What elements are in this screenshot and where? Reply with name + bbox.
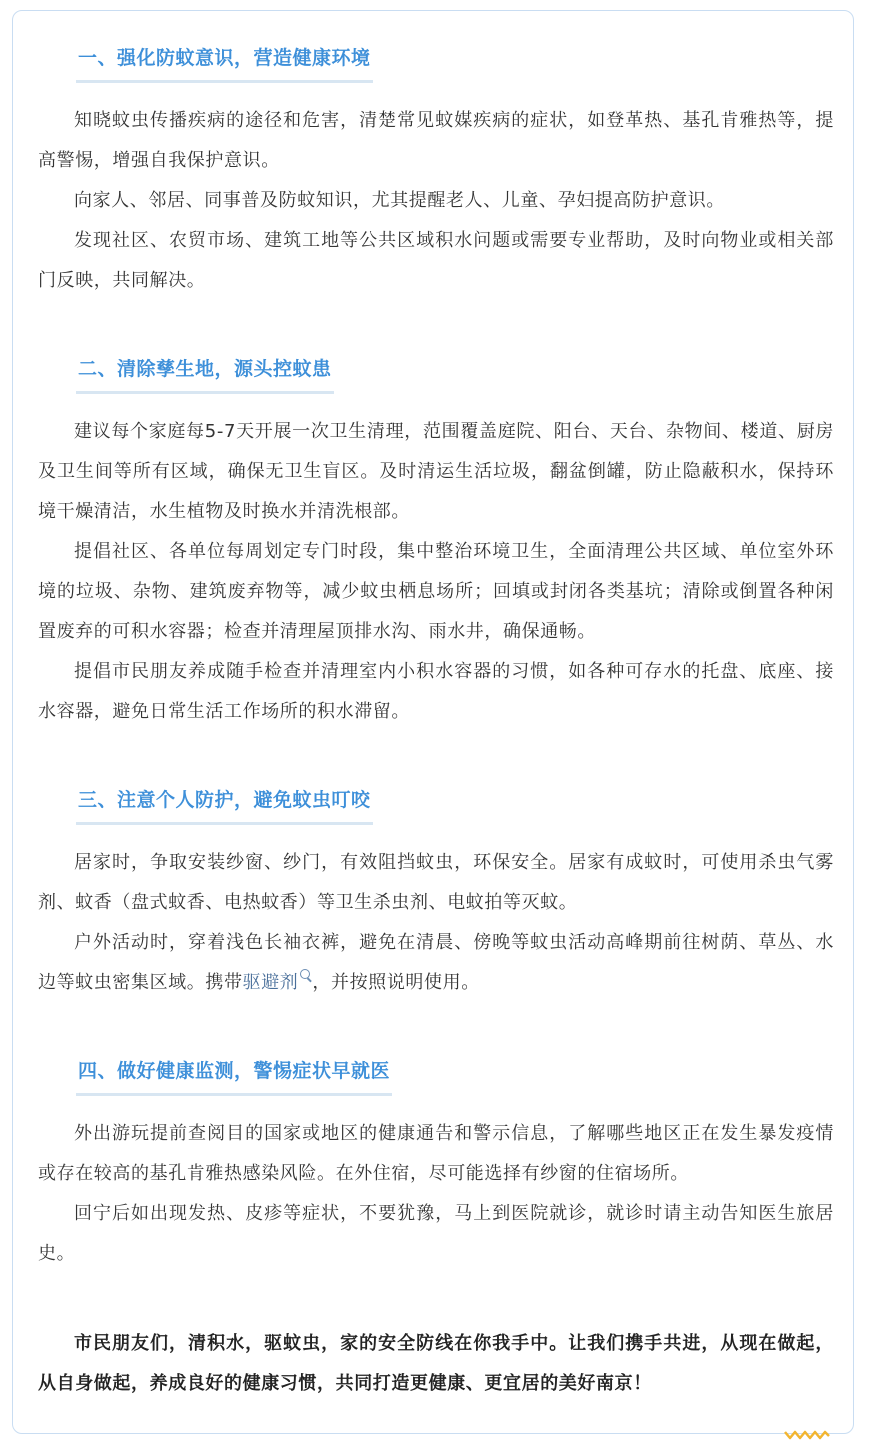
paragraph: 知晓蚊虫传播疾病的途径和危害，清楚常见蚊媒疾病的症状，如登革热、基孔肯雅热等，提高警惕，增强自我保护意识。 bbox=[38, 110, 834, 171]
section-3 bbox=[38, 782, 834, 1003]
paragraph: 回宁后如出现发热、皮疹等症状，不要犹豫，马上到医院就诊，就诊时请主动告知医生旅居史。 bbox=[38, 1203, 834, 1264]
article-content bbox=[38, 40, 834, 1404]
section-4 bbox=[38, 1053, 834, 1274]
paragraph: 提倡市民朋友养成随手检查并清理室内小积水容器的习惯，如各种可存水的托盘、底座、接水容器，避免日常生活工作场所的积水滞留。 bbox=[38, 661, 834, 722]
paragraph: 向家人、邻居、同事普及防蚊知识，尤其提醒老人、儿童、孕妇提高防护意识。 bbox=[74, 190, 725, 211]
section-heading-underline bbox=[76, 40, 373, 83]
paragraph: 提倡社区、各单位每周划定专门时段，集中整治环境卫生，全面清理公共区域、单位室外环境的垃圾、杂物、建筑废弃物等，减少蚊虫栖息场所；回填或封闭各类基坑；清除或倒置各种闲置废弃的可积水容器；检查并清理屋顶排水沟、雨水井，确保通畅。 bbox=[38, 541, 834, 642]
section-heading: 二、清除孳生地，源头控蚊患 bbox=[78, 358, 332, 380]
repellent-search-link[interactable]: 驱避剂 bbox=[242, 972, 299, 993]
paragraph: 发现社区、农贸市场、建筑工地等公共区域积水问题或需要专业帮助，及时向物业或相关部门反映，共同解决。 bbox=[38, 230, 834, 291]
closing-paragraph: 市民朋友们，清积水，驱蚊虫，家的安全防线在你我手中。让我们携手共进，从现在做起，从自身做起，养成良好的健康习惯，共同打造更健康、更宜居的美好南京！ bbox=[38, 1333, 834, 1394]
paragraph-text: ，并按照说明使用。 bbox=[312, 972, 480, 993]
wave-decoration-icon bbox=[784, 1428, 830, 1442]
search-icon[interactable] bbox=[300, 969, 310, 979]
section-heading: 三、注意个人防护，避免蚊虫叮咬 bbox=[78, 789, 371, 811]
section-heading-underline bbox=[76, 1053, 392, 1096]
paragraph: 居家时，争取安装纱窗、纱门，有效阻挡蚊虫，环保安全。居家有成蚊时，可使用杀虫气雾剂、蚊香（盘式蚊香、电热蚊香）等卫生杀虫剂、电蚊拍等灭蚊。 bbox=[38, 852, 834, 913]
paragraph-text: 户外活动时，穿着浅色长袖衣裤，避免在清晨、傍晚等蚊虫活动高峰期前往树荫、草丛、水边等蚊虫密集区域。携带 bbox=[38, 932, 834, 993]
section-heading-underline bbox=[76, 351, 334, 394]
paragraph-with-link bbox=[38, 923, 834, 1003]
section-2 bbox=[38, 351, 834, 732]
closing-statement bbox=[38, 1324, 834, 1404]
paragraph: 外出游玩提前查阅目的国家或地区的健康通告和警示信息，了解哪些地区正在发生暴发疫情或存在较高的基孔肯雅热感染风险。在外住宿，尽可能选择有纱窗的住宿场所。 bbox=[38, 1123, 834, 1184]
section-heading: 四、做好健康监测，警惕症状早就医 bbox=[78, 1060, 391, 1082]
section-heading-underline bbox=[76, 782, 373, 825]
section-1 bbox=[38, 40, 834, 301]
paragraph: 建议每个家庭每5-7天开展一次卫生清理，范围覆盖庭院、阳台、天台、杂物间、楼道、厨房及卫生间等所有区域，确保无卫生盲区。及时清运生活垃圾，翻盆倒罐，防止隐蔽积水，保持环境干燥清洁，水生植物及时换水并清洗根部。 bbox=[38, 421, 834, 522]
section-heading: 一、强化防蚊意识，营造健康环境 bbox=[78, 47, 371, 69]
